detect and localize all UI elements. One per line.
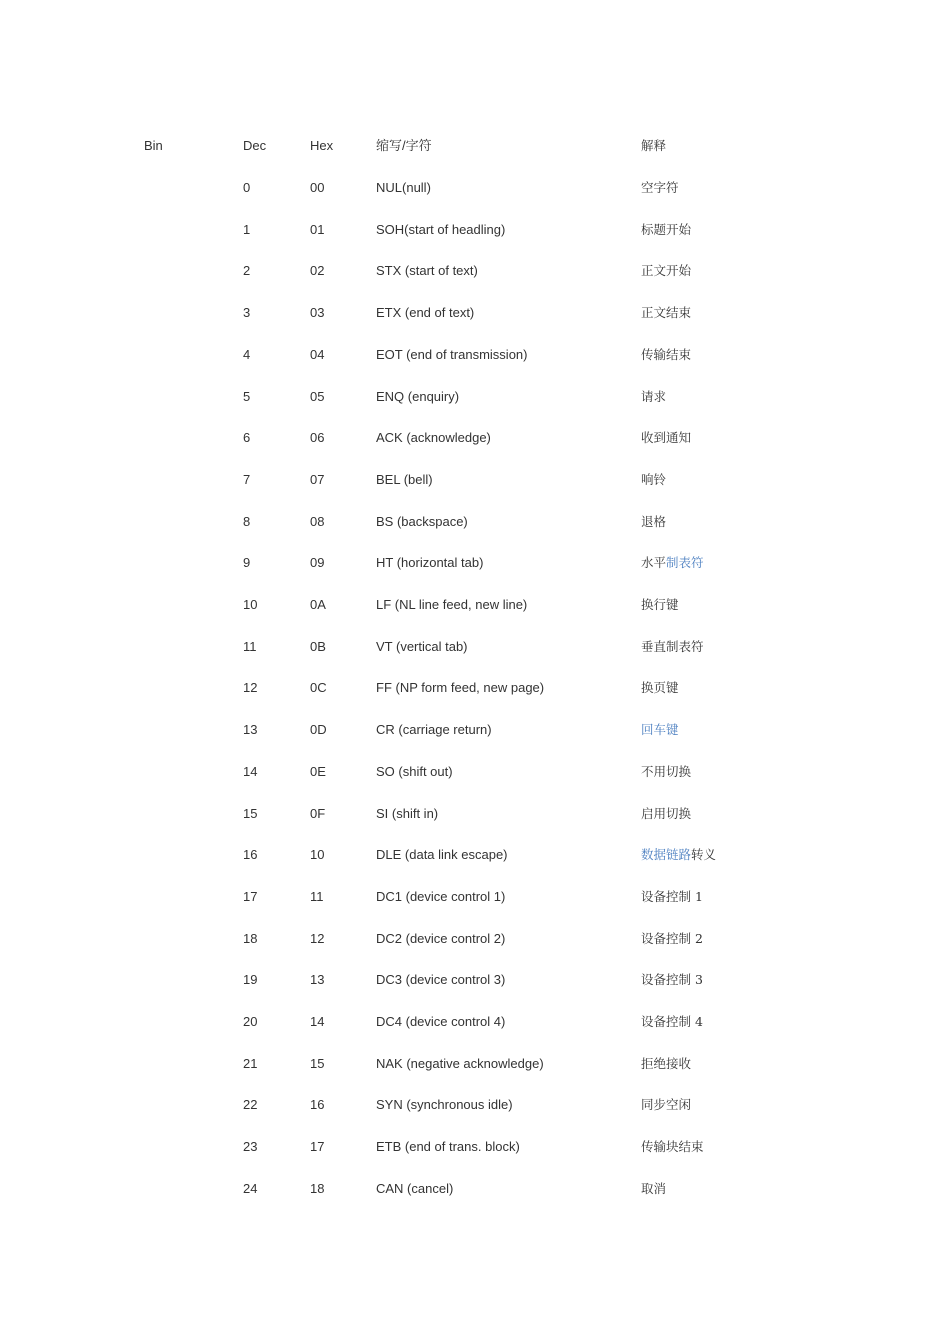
desc-cell [641, 387, 666, 407]
abbr-cell: STX (start of text) [376, 263, 478, 278]
hex-cell: 0D [310, 722, 327, 737]
abbr-cell: ENQ (enquiry) [376, 389, 460, 404]
table-row [0, 887, 950, 907]
hex-cell: 04 [310, 347, 325, 362]
table-row [0, 595, 950, 615]
hex-cell: 0E [310, 764, 326, 779]
abbr-cell: ETB (end of trans. block) [376, 1139, 520, 1154]
desc-cell [641, 970, 703, 990]
dec-cell: 17 [243, 889, 258, 904]
abbr-cell: EOT (end of transmission) [376, 347, 528, 362]
desc-cell [641, 261, 691, 281]
desc-cell [641, 845, 716, 865]
desc-text: 正文结束 [641, 305, 692, 320]
dec-cell: 21 [243, 1056, 258, 1071]
desc-text: 启用切换 [641, 806, 692, 821]
desc-text: 换行键 [641, 597, 679, 612]
desc-cell [641, 303, 691, 323]
desc-text: 传输块结束 [641, 1139, 704, 1154]
hex-cell: 18 [310, 1181, 325, 1196]
hex-cell: 0C [310, 680, 327, 695]
hex-cell: 17 [310, 1139, 325, 1154]
table-row [0, 762, 950, 782]
dec-cell: 1 [243, 222, 251, 237]
desc-link[interactable]: 制表符 [666, 555, 704, 570]
table-row [0, 1179, 950, 1199]
abbr-cell: NUL(null) [376, 180, 431, 195]
table-row [0, 1095, 950, 1115]
desc-cell [641, 220, 691, 240]
dec-cell: 8 [243, 514, 251, 529]
desc-cell [641, 804, 691, 824]
dec-cell: 3 [243, 305, 251, 320]
abbr-cell: DLE (data link escape) [376, 847, 508, 862]
desc-text: 退格 [641, 514, 667, 529]
abbr-cell: SYN (synchronous idle) [376, 1097, 513, 1112]
dec-cell: 7 [243, 472, 251, 487]
table-header-row [0, 136, 950, 156]
abbr-cell: BS (backspace) [376, 514, 468, 529]
desc-text: 正文开始 [641, 263, 692, 278]
table-row [0, 178, 950, 198]
desc-text: 设备控制 3 [641, 972, 703, 987]
table-row [0, 804, 950, 824]
abbr-cell: ACK (acknowledge) [376, 430, 491, 445]
desc-cell [641, 512, 666, 532]
abbr-cell: SI (shift in) [376, 806, 439, 821]
table-row [0, 720, 950, 740]
dec-cell: 9 [243, 555, 251, 570]
abbr-cell: LF (NL line feed, new line) [376, 597, 528, 612]
dec-cell: 13 [243, 722, 258, 737]
abbr-cell: HT (horizontal tab) [376, 555, 484, 570]
dec-cell: 4 [243, 347, 251, 362]
abbr-cell: CAN (cancel) [376, 1181, 454, 1196]
desc-text: 设备控制 2 [641, 931, 703, 946]
desc-cell [641, 428, 691, 448]
table-row [0, 512, 950, 532]
hex-cell: 10 [310, 847, 325, 862]
abbr-cell: VT (vertical tab) [376, 639, 468, 654]
abbr-cell: DC2 (device control 2) [376, 931, 506, 946]
hex-cell: 05 [310, 389, 325, 404]
hex-cell: 09 [310, 555, 325, 570]
desc-cell [641, 1095, 691, 1115]
hex-cell: 12 [310, 931, 325, 946]
desc-text: 拒绝接收 [641, 1056, 692, 1071]
hex-cell: 02 [310, 263, 325, 278]
table-row [0, 387, 950, 407]
dec-cell: 14 [243, 764, 258, 779]
abbr-cell: BEL (bell) [376, 472, 433, 487]
abbr-cell: DC3 (device control 3) [376, 972, 506, 987]
abbr-cell: SO (shift out) [376, 764, 453, 779]
dec-cell: 16 [243, 847, 258, 862]
desc-cell [641, 1137, 704, 1157]
dec-cell: 19 [243, 972, 258, 987]
hex-cell: 16 [310, 1097, 325, 1112]
desc-text: 收到通知 [641, 430, 692, 445]
header-hex: Hex [310, 138, 334, 153]
desc-text: 传输结束 [641, 347, 692, 362]
dec-cell: 15 [243, 806, 258, 821]
abbr-cell: DC4 (device control 4) [376, 1014, 506, 1029]
header-bin: Bin [144, 138, 163, 153]
table-row [0, 553, 950, 573]
table-row [0, 970, 950, 990]
abbr-cell: CR (carriage return) [376, 722, 492, 737]
desc-cell [641, 1179, 666, 1199]
dec-cell: 18 [243, 931, 258, 946]
table-row [0, 929, 950, 949]
abbr-cell: SOH(start of headling) [376, 222, 506, 237]
dec-cell: 10 [243, 597, 258, 612]
dec-cell: 20 [243, 1014, 258, 1029]
table-row [0, 637, 950, 657]
table-row [0, 345, 950, 365]
desc-text: 请求 [641, 389, 667, 404]
hex-cell: 14 [310, 1014, 325, 1029]
table-row [0, 678, 950, 698]
dec-cell: 22 [243, 1097, 258, 1112]
hex-cell: 0B [310, 639, 326, 654]
desc-text: 不用切换 [641, 764, 692, 779]
hex-cell: 11 [310, 889, 324, 904]
dec-cell: 0 [243, 180, 251, 195]
desc-link[interactable]: 数据链路 [641, 847, 692, 862]
header-dec: Dec [243, 138, 267, 153]
desc-cell [641, 762, 691, 782]
hex-cell: 13 [310, 972, 325, 987]
desc-cell [641, 1054, 691, 1074]
desc-cell [641, 470, 666, 490]
header-abbr: 缩写/字符 [376, 138, 432, 153]
table-row [0, 261, 950, 281]
desc-text: 标题开始 [641, 222, 692, 237]
desc-cell [641, 595, 679, 615]
table-row [0, 1137, 950, 1157]
hex-cell: 08 [310, 514, 325, 529]
abbr-cell: DC1 (device control 1) [376, 889, 506, 904]
desc-cell [641, 929, 703, 949]
desc-cell [641, 1012, 703, 1032]
abbr-cell: FF (NP form feed, new page) [376, 680, 545, 695]
table-row [0, 220, 950, 240]
hex-cell: 0A [310, 597, 326, 612]
hex-cell: 00 [310, 180, 325, 195]
table-row [0, 428, 950, 448]
desc-text: 转义 [691, 847, 717, 862]
table-row [0, 1054, 950, 1074]
hex-cell: 15 [310, 1056, 325, 1071]
dec-cell: 6 [243, 430, 251, 445]
desc-text: 取消 [641, 1181, 667, 1196]
hex-cell: 06 [310, 430, 325, 445]
desc-link[interactable]: 回车键 [641, 722, 679, 737]
desc-text: 水平 [641, 555, 667, 570]
table-row [0, 470, 950, 490]
desc-text: 空字符 [641, 180, 679, 195]
dec-cell: 2 [243, 263, 251, 278]
table-row [0, 845, 950, 865]
abbr-cell: ETX (end of text) [376, 305, 475, 320]
dec-cell: 23 [243, 1139, 258, 1154]
desc-text: 同步空闲 [641, 1097, 692, 1112]
hex-cell: 07 [310, 472, 325, 487]
desc-text: 响铃 [641, 472, 667, 487]
desc-cell [641, 178, 679, 198]
desc-text: 换页键 [641, 680, 679, 695]
dec-cell: 12 [243, 680, 258, 695]
hex-cell: 01 [310, 222, 325, 237]
abbr-cell: NAK (negative acknowledge) [376, 1056, 544, 1071]
desc-cell [641, 637, 704, 657]
hex-cell: 03 [310, 305, 325, 320]
table-row [0, 303, 950, 323]
desc-text: 设备控制 1 [641, 889, 703, 904]
hex-cell: 0F [310, 806, 326, 821]
desc-cell [641, 345, 691, 365]
dec-cell: 24 [243, 1181, 258, 1196]
desc-text: 垂直制表符 [641, 639, 704, 654]
desc-cell [641, 553, 704, 573]
desc-cell [641, 720, 679, 740]
dec-cell: 5 [243, 389, 251, 404]
desc-text: 设备控制 4 [641, 1014, 703, 1029]
desc-cell [641, 887, 703, 907]
header-desc: 解释 [641, 138, 667, 153]
desc-cell [641, 678, 679, 698]
dec-cell: 11 [243, 639, 257, 654]
table-row [0, 1012, 950, 1032]
